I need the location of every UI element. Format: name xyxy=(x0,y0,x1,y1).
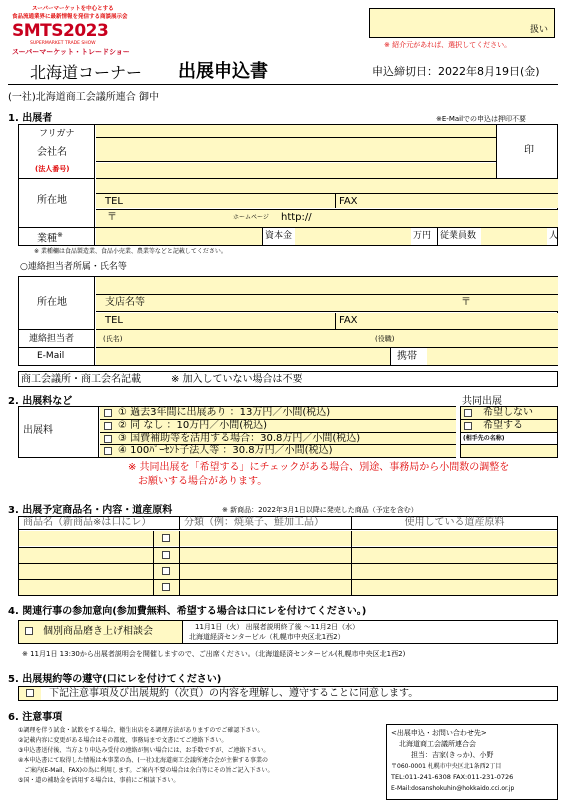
products-heading: 3. 出展予定商品名・内容・道産原料 xyxy=(8,505,173,516)
inquiry-title: <出展申込・お問い合わせ先> xyxy=(391,729,487,737)
products-note: ※ 新商品：2022年3月1日以降に発売した商品（予定を含む） xyxy=(222,506,418,514)
fee-option-3[interactable]: ③ 国費補助等を活用する場合：30.8万円／小間(税込) xyxy=(100,432,456,444)
contact-address-label: 所在地 xyxy=(37,297,67,308)
logo-sub-jp: スーパーマーケット・トレードショー xyxy=(12,48,130,56)
inquiry-email[interactable]: E-Mail:dosanshokuhin@hokkaido.cci.or.jp xyxy=(391,785,515,792)
person-field[interactable] xyxy=(96,330,558,347)
employees-field[interactable] xyxy=(481,228,547,245)
note-item-4: ④本申込書にて取得した情報は本事業の為、(一社)北海道商工会議所連合会が主催する事業の xyxy=(18,757,269,764)
note-item-3: ③申込書送付後、当方より申込み受付の連絡が無い場合には、お手数ですが、ご連絡下さい。 xyxy=(18,747,270,754)
seal-mark: 印 xyxy=(524,145,534,156)
joint-option-yes[interactable]: 希望する xyxy=(461,419,557,432)
employees-unit: 人 xyxy=(549,231,559,241)
contact-fax-label: FAX xyxy=(339,315,358,326)
events-venue: 北海道経済センタービル（札幌市中央区北1西2） xyxy=(189,633,345,641)
note-item-5: ご案内(E-Mail、FAX)の為に利用します。ご案内不要の場合は余白等にその旨ご記入下さい。 xyxy=(18,767,274,774)
fee-checkbox-4[interactable] xyxy=(104,447,112,455)
joint-checkbox-yes[interactable] xyxy=(464,422,472,430)
note-item-1: ①調理を伴う試食・試飲をする場合、衛生出店をる調理方法がありますのでご確認下さい。 xyxy=(18,727,264,734)
products-table xyxy=(18,516,558,596)
contact-tel-field[interactable] xyxy=(96,313,558,329)
corp-no-field[interactable] xyxy=(96,163,496,178)
deadline: 申込締切日：2022年8月19日(金) xyxy=(372,65,540,78)
joint-heading: 共同出展 xyxy=(462,396,502,407)
mobile-label: 携帯 xyxy=(397,351,417,362)
joint-option-no[interactable]: 希望しない xyxy=(461,407,557,419)
rules-heading: 5. 出展規約等の遵守(口にレを付けてください) xyxy=(8,674,222,685)
notes-heading: 6. 注意事項 xyxy=(8,712,63,723)
industry-field[interactable] xyxy=(96,228,262,245)
introducer-note: ※ 紹介元があれば、選択してください。 xyxy=(384,41,512,49)
product-new-checkbox-4[interactable] xyxy=(162,583,170,591)
logo-sub-en: SUPERMARKET TRADE SHOW xyxy=(30,41,96,46)
capital-unit: 万円 xyxy=(413,231,432,241)
events-heading: 4. 関連行事の参加意向(参加費無料、希望する場合は口にレを付けてください。) xyxy=(8,606,367,617)
industry-note: ※ 業種欄は食品製造業、食品小売業、農業等などと記載してください。 xyxy=(34,248,227,255)
rules-checkbox[interactable] xyxy=(26,689,34,697)
email-note: ※E-Mailでの申込は押印不要 xyxy=(436,115,527,123)
industry-label: 業種※ xyxy=(37,231,63,245)
notes-list xyxy=(18,726,380,786)
chamber-row xyxy=(18,371,558,387)
fees-label: 出展料 xyxy=(23,425,53,436)
logo-tagline-1: スーパーマーケットを中心とする xyxy=(32,6,114,12)
contact-table xyxy=(18,276,558,366)
person-title-label: (役職) xyxy=(375,335,395,343)
partner-label: (相手先の名称) xyxy=(461,432,557,444)
contact-person-label: 連絡担当者 xyxy=(29,334,75,344)
inquiry-box xyxy=(386,724,558,800)
product-row-2[interactable] xyxy=(19,547,557,563)
homepage-label: ホームページ xyxy=(233,214,269,221)
contact-address-field[interactable] xyxy=(96,277,558,295)
company-label: 会社名 xyxy=(37,147,67,158)
rules-text: 下記注意事項及び出展規約（次頁）の内容を理解し、遵守することに同意します。 xyxy=(49,688,419,699)
products-col-category: 分類（例：焼菓子、鮭加工品） xyxy=(179,517,351,530)
product-row-4[interactable] xyxy=(19,579,557,595)
fees-heading: 2. 出展料など xyxy=(8,396,73,407)
addressee: (一社)北海道商工会議所連合 御中 xyxy=(8,92,159,103)
products-col-name: 商品名（新商品※は口にレ） xyxy=(19,517,179,530)
mobile-field[interactable] xyxy=(427,348,558,365)
product-new-checkbox-1[interactable] xyxy=(162,534,170,542)
chamber-note: ※ 加入していない場合は不要 xyxy=(171,374,303,385)
joint-note-2: お願いする場合があります。 xyxy=(138,476,268,487)
fee-option-4[interactable]: ④ 100ﾊﾟｰｾﾝﾄ子法人等 ：30.8万円／小間(税込) xyxy=(100,444,456,457)
branch-field[interactable] xyxy=(96,295,558,312)
note-item-2: ②記載内容に変更がある場合はその都度、事務局まで文書にてご連絡下さい。 xyxy=(18,737,228,744)
furigana-field[interactable] xyxy=(96,125,496,138)
exhibitor-heading: 1. 出展者 xyxy=(8,113,53,124)
capital-field[interactable] xyxy=(295,228,411,245)
joint-table xyxy=(460,406,558,458)
contact-heading: ○連絡担当者所属・氏名等 xyxy=(20,262,127,272)
inquiry-org: 北海道商工会議所連合会 xyxy=(399,740,476,748)
title-main: 出展申込書 xyxy=(178,61,268,82)
product-new-checkbox-3[interactable] xyxy=(162,567,170,575)
exhibitor-table xyxy=(18,124,558,246)
introducer-select[interactable] xyxy=(369,8,555,38)
branch-label: 支店名等 xyxy=(105,297,145,308)
inquiry-address: 〒060-0001 札幌市中央区北1条西2丁目 xyxy=(391,763,502,770)
logo-brand: SMTS2023 xyxy=(12,21,109,41)
furigana-label: フリガナ xyxy=(39,129,75,139)
company-field[interactable] xyxy=(96,138,496,162)
address-field[interactable] xyxy=(96,179,558,193)
fee-checkbox-3[interactable] xyxy=(104,435,112,443)
title-rule xyxy=(8,84,558,85)
partner-field[interactable] xyxy=(461,444,557,457)
fee-option-2[interactable]: ② 同 なし ：10万円／小間(税込) xyxy=(100,419,456,432)
capital-label: 資本金 xyxy=(265,231,293,241)
note-item-6: ⑤国・道の補助金を活用する場合は、事前にご相談下さい。 xyxy=(18,777,180,784)
address-field-2[interactable] xyxy=(96,194,558,208)
inquiry-tel: TEL:011-241-6308 FAX:011-231-0726 xyxy=(391,773,514,781)
introducer-suffix: 扱い xyxy=(529,24,548,35)
tel-label: TEL xyxy=(105,196,123,207)
fee-checkbox-2[interactable] xyxy=(104,422,112,430)
logo xyxy=(10,6,140,58)
postal-mark: 〒 xyxy=(107,212,117,223)
contact-email-label: E-Mail xyxy=(37,351,65,361)
events-item: 個別商品磨き上げ相談会 xyxy=(43,626,153,637)
contact-tel-label: TEL xyxy=(105,315,123,326)
inquiry-staff: 担当：吉家(きっか)、小野 xyxy=(411,751,494,759)
postal-field[interactable] xyxy=(96,210,558,227)
events-row xyxy=(18,620,558,644)
fax-label: FAX xyxy=(339,196,358,207)
chamber-label: 商工会議所・商工会名記載 xyxy=(21,374,141,385)
product-new-checkbox-2[interactable] xyxy=(162,551,170,559)
logo-tagline-2: 食品流通業界に最新情報を発信する商談展示会 xyxy=(12,14,128,20)
employees-label: 従業員数 xyxy=(440,231,477,241)
product-row-3[interactable] xyxy=(19,563,557,579)
fees-table xyxy=(18,406,456,458)
events-date: 11月1日（火） 出展者説明終了後 ～11月2日（水） xyxy=(195,623,360,631)
joint-note-1: ※ 共同出展を「希望する」にチェックがある場合、別途、事務局から小間数の調整を xyxy=(128,462,510,473)
product-row-1[interactable] xyxy=(19,531,557,546)
fee-option-1[interactable]: ① 過去3年間に出展あり ：13万円／小間(税込) xyxy=(100,407,456,419)
joint-checkbox-no[interactable] xyxy=(464,409,472,417)
rules-check-cell[interactable] xyxy=(19,687,41,700)
title-corner: 北海道コーナー xyxy=(30,63,143,82)
contact-email-field[interactable] xyxy=(96,348,390,365)
contact-postal: 〒 xyxy=(461,297,471,308)
products-col-material: 使用している道産原料 xyxy=(351,517,557,530)
address-label: 所在地 xyxy=(37,195,67,206)
events-option[interactable] xyxy=(19,621,182,643)
events-checkbox[interactable] xyxy=(25,627,33,635)
homepage-http: http:// xyxy=(281,212,312,223)
rules-row xyxy=(18,686,558,701)
fee-checkbox-1[interactable] xyxy=(104,409,112,417)
corp-no-label: (法人番号) xyxy=(35,165,70,173)
person-name-label: (氏名) xyxy=(103,335,123,343)
events-note: ※ 11月1日 13:30から出展者説明会を開催しますので、ご出席ください。（北海道経済センタービル(札幌市中央区北1西2) xyxy=(22,650,406,658)
